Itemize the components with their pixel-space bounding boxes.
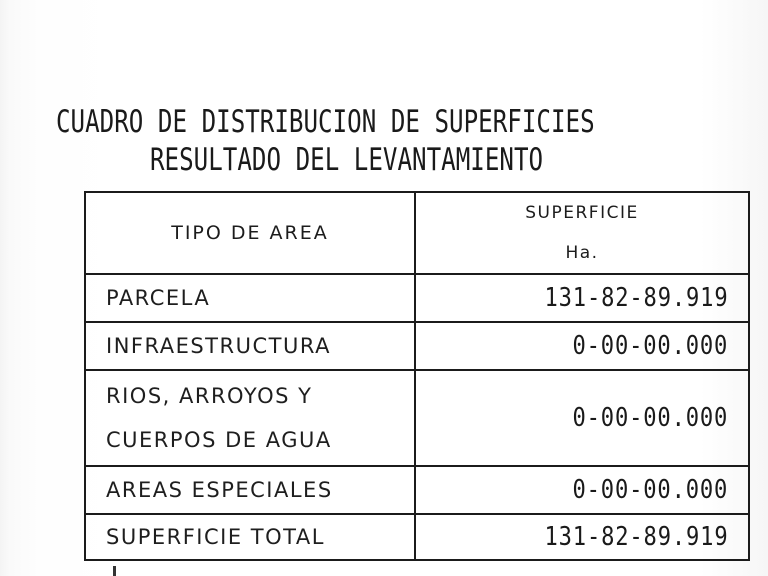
table-header-row xyxy=(85,192,749,274)
header-area-type xyxy=(85,192,415,274)
scan-mark xyxy=(113,566,116,576)
table-total-row xyxy=(85,514,749,560)
row-area-label: INFRAESTRUCTURA xyxy=(85,322,415,370)
row-surface-value: 131-82-89.919 xyxy=(415,274,749,322)
total-surface-value: 131-82-89.919 xyxy=(415,514,749,560)
table-row xyxy=(85,466,749,514)
table-row xyxy=(85,370,749,466)
row-area-label: AREAS ESPECIALES xyxy=(85,466,415,514)
row-surface-value: 0-00-00.000 xyxy=(415,370,749,466)
header-surface-label: SUPERFICIE xyxy=(525,203,639,223)
row-surface-value: 0-00-00.000 xyxy=(415,322,749,370)
total-label: SUPERFICIE TOTAL xyxy=(85,514,415,560)
header-area-type-label: TIPO DE AREA xyxy=(171,222,329,244)
row-area-label: PARCELA xyxy=(85,274,415,322)
table-row xyxy=(85,274,749,322)
row-surface-value: 0-00-00.000 xyxy=(415,466,749,514)
document-subtitle: RESULTADO DEL LEVANTAMIENTO xyxy=(150,142,544,178)
document-title: CUADRO DE DISTRIBUCION DE SUPERFICIES xyxy=(56,104,595,140)
surface-distribution-table xyxy=(84,191,750,561)
header-unit-label: Ha. xyxy=(565,243,599,263)
header-surface xyxy=(415,192,749,274)
row-area-label: RIOS, ARROYOS Y CUERPOS DE AGUA xyxy=(85,370,415,466)
table-row xyxy=(85,322,749,370)
